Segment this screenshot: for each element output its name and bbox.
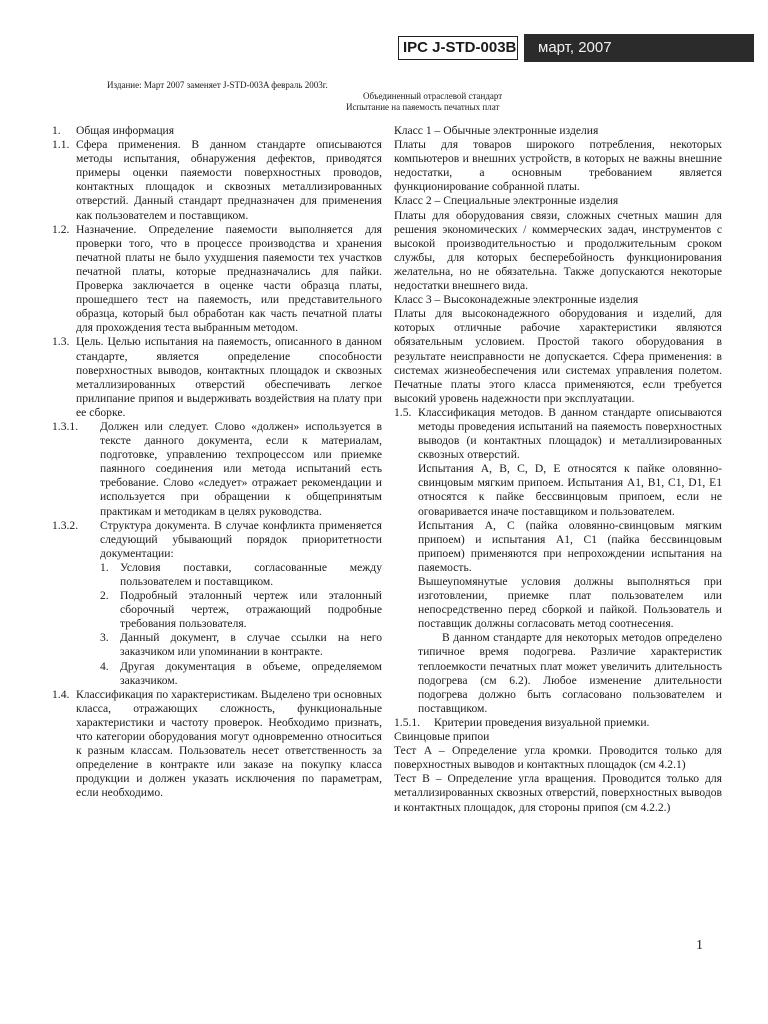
class-1-title: Класс 1 – Обычные электронные изделия <box>394 124 599 137</box>
section-number: 1.3. <box>52 335 70 349</box>
section-number: 1.4. <box>52 687 70 701</box>
class-2-title: Класс 2 – Специальные электронные изделия <box>394 194 619 208</box>
section-text: Должен или следует. Слово «должен» используется в тексте данного документа, если к материалам, подготовке, управлению техпроцессом или приемке паянного соединения или метода испытаний есть требование. Слово «следует» отражает рекомендации и используется при обращении к общепринятым практикам и методикам в целях руководства. <box>100 419 382 518</box>
section-text: Назначение. Определение паяемости выполняется для проверки того, что в процессе производства и хранения печатной платы не было ухудшения паяемости тех участков печатной платы, которые предназначались для пайки. Проверка заключается в оценке части образца платы, прошедшего тест на паяемость, или представительного образца, который был обработан как часть печатной платы для прохождения теста выбранным методом. <box>76 222 382 335</box>
edition-note: Издание: Март 2007 заменяет J-STD-003A февраль 2003г. <box>107 80 328 90</box>
list-item <box>52 589 382 631</box>
section-1-5-retest: Испытания A, C (пайка оловянно-свинцовым мягким припоем) и испытания A1, C1 (пайка бессвинцовым припоем) применяются при непрохождении испытания на паяемость. <box>418 518 722 574</box>
class-3-title: Класс 3 – Высоконадежные электронные изделия <box>394 293 639 307</box>
list-text: Подробный эталонный чертеж или эталонный сборочный чертеж, отражающий подробные требования пользователя. <box>120 589 382 631</box>
section-number: 1.5.1. <box>394 715 421 729</box>
test-b: Тест B – Определение угла вращения. Проводится только для металлизированных сквозных отверстий, поверхностных выводов и контактных площадок, для стороны припоя (см 4.2.2.) <box>394 772 722 814</box>
section-text: Сфера применения. В данном стандарте описываются методы испытания, обнаружения дефектов, приводятся примеры оценки паяемости поверхностных проводов, контактных площадок и сквозных металлизированных отверстий. Данный стандарт предназначен для применения как пользователем и поставщиком. <box>76 138 382 222</box>
class-3-text: Платы для высоконадежного оборудования и изделий, для которых отличные рабочие характеристики являются обязательным условием. Простой такого оборудования в результате неисправности не допускается. Сфера применения: в системах жизнеобеспечения или системах управления полетом. Печатные платы этого класса применяются, если требуется высокий уровень надежности при эксплуатации. <box>394 307 722 405</box>
section-text: Цель. Целью испытания на паяемость, описанного в данном стандарте, является определение способности поверхностных выводов, контактных площадок и сквозных металлизированных отверстий обеспечивать легкое прилипание припоя и выдерживать воздействия на плату при ее сборке. <box>76 335 382 419</box>
list-text: Условия поставки, согласованные между пользователем и поставщиком. <box>120 560 382 588</box>
section-number: 1.3.2. <box>52 518 79 532</box>
test-a: Тест A – Определение угла кромки. Проводится только для поверхностных выводов и контактных площадок (см 4.2.1) <box>394 744 722 772</box>
section-1-5-conditions: Вышеупомянутые условия должны выполняться при изготовлении, приемке плат пользователем или непосредственно перед сборкой и пайкой. Пользователь и поставщик должны согласовать метод соотнесения. <box>418 575 722 631</box>
section-heading: Общая информация <box>76 124 175 137</box>
list-number: 1. <box>100 560 109 574</box>
section-1-3-2 <box>52 519 382 561</box>
section-1-1 <box>52 138 382 223</box>
section-text: Критерии проведения визуальной приемки. <box>434 715 650 729</box>
section-1-5-tests: Испытания A, B, C, D, E относятся к пайке оловянно-свинцовым мягким припоем. Испытания A1, B1, C1, D1, E1 относятся к пайке бессвинцовым припоем, если не оговаривается иначе поставщиком и пользователем. <box>418 462 722 518</box>
date-banner <box>524 34 754 62</box>
section-number: 1.1. <box>52 138 70 152</box>
list-number: 2. <box>100 589 109 603</box>
standard-type: Объединенный отраслевой стандарт <box>363 91 503 101</box>
list-text: Данный документ, в случае ссылки на него заказчиком или упоминании в контракте. <box>120 631 382 659</box>
section-number: 1.2. <box>52 222 70 236</box>
section-1-2 <box>52 223 382 336</box>
class-1-text: Платы для товаров широкого потребления, некоторых компьютеров и внешних устройств, в которых не важны внешние недостатки, а основным требованием является функционирование собранной платы. <box>394 138 722 194</box>
section-1-4 <box>52 688 382 801</box>
subheading-lead-solders: Свинцовые припои <box>394 730 490 744</box>
section-text: Структура документа. В случае конфликта применяется следующий убывающий порядок приоритетности документации: <box>100 518 382 560</box>
page-number: 1 <box>696 938 703 953</box>
section-text: Классификация методов. В данном стандарте описываются методы проведения испытаний на паяемость поверхностных выводов (и контактных площадок) и металлизированных сквозных отверстий. <box>418 405 722 462</box>
section-number: 1.5. <box>394 405 412 419</box>
list-item <box>52 631 382 659</box>
right-column <box>394 124 722 815</box>
class-2-text: Платы для оборудования связи, сложных счетных машин для решения экономических / коммерческих задач, инструментов с высокой производительностью и продолжительным сроком службы, для которых бесперебойность функционирования желательна, но не обязательна. Также допускаются некоторые недостатки внешнего вида. <box>394 208 722 293</box>
left-column <box>52 124 382 801</box>
document-code-box <box>398 36 518 60</box>
standard-title: Испытание на паяемость печатных плат <box>346 102 500 112</box>
section-1-5 <box>394 406 722 462</box>
section-1-3 <box>52 335 382 420</box>
list-item <box>52 660 382 688</box>
document-code: IPC J-STD-003B <box>403 39 517 56</box>
list-number: 3. <box>100 631 109 645</box>
list-item <box>52 561 382 589</box>
section-1-3-1 <box>52 420 382 519</box>
list-number: 4. <box>100 659 109 673</box>
section-1-5-preheat: В данном стандарте для некоторых методов определено типичное время подогрева. Различие характеристик теплоемкости печатных плат может увеличить длительность подогрева (см 6.2). Любое изменение длительности подогрева должно быть согласовано пользователем и поставщиком. <box>418 631 722 715</box>
section-text: Классификация по характеристикам. Выделено три основных класса, отражающих сложность, функциональные характеристики и частоту проверок. Необходимо признать, что категории оборудования могут одновременно относиться к разным классам. Пользователь несет ответственность за определение в контракте или заказе на покупку класса продукции и должен указать исключения по параметрам, если необходимо. <box>76 687 382 800</box>
section-1 <box>52 124 382 138</box>
section-number: 1.3.1. <box>52 419 79 433</box>
list-text: Другая документация в объеме, определяемом заказчиком. <box>120 659 382 687</box>
document-date: март, 2007 <box>538 39 612 56</box>
section-number: 1. <box>52 124 61 137</box>
section-1-5-1 <box>394 716 722 730</box>
